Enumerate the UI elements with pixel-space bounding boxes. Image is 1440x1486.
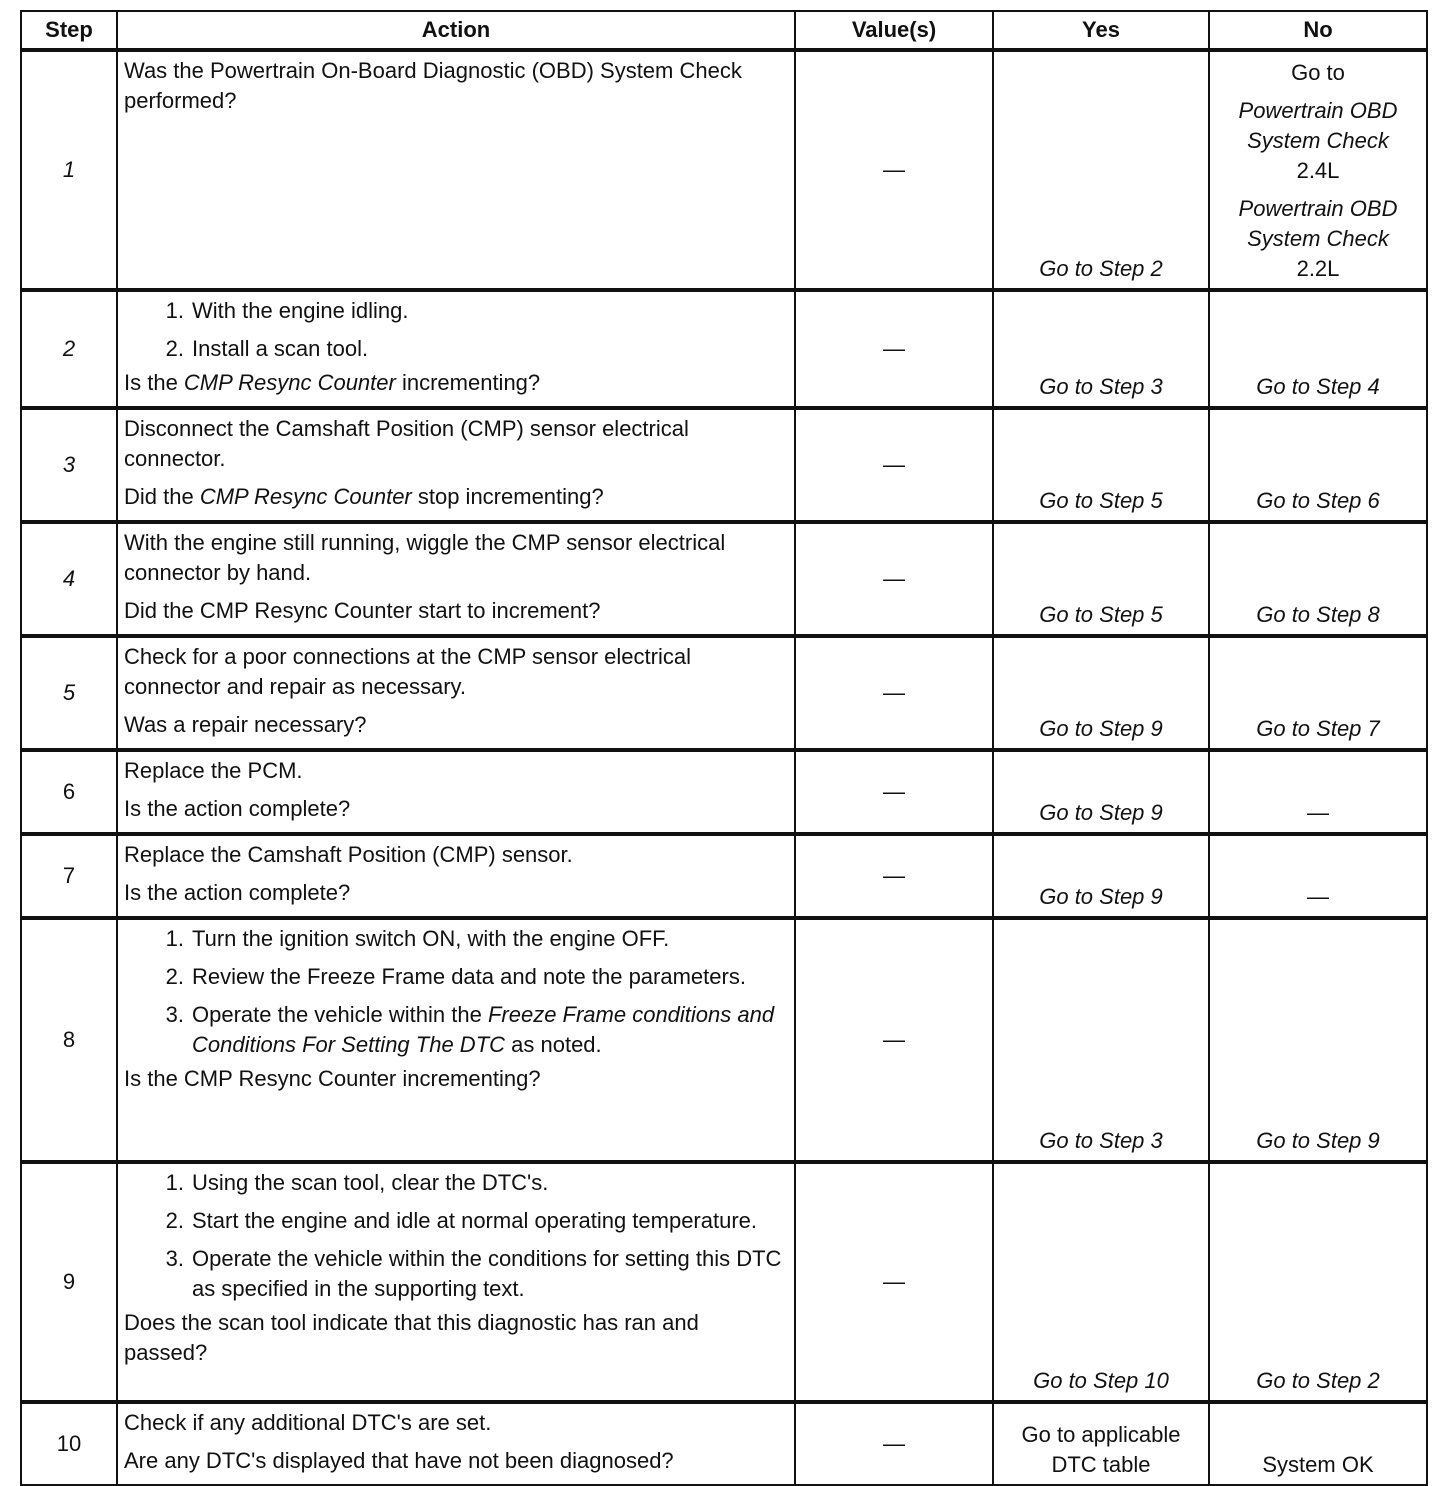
yes-cell: Go to Step 2 [993,50,1209,290]
action-cell [117,290,795,408]
action-question: Is the action complete? [124,796,351,821]
list-item: 1. Using the scan tool, clear the DTC's. [165,1170,549,1195]
action-cell [117,1402,795,1485]
no-cell [1209,50,1427,290]
table-row [21,290,1427,408]
value-cell: — [795,636,993,750]
action-question: Are any DTC's displayed that have not been diagnosed? [124,1448,674,1473]
action-question: Does the scan tool indicate that this diagnostic has ran and passed? [124,1310,699,1365]
action-cell [117,408,795,522]
step-number: 9 [21,1162,117,1402]
table-row [21,1402,1427,1485]
yes-cell: Go to Step 9 [993,750,1209,834]
no-cell: Go to Step 4 [1209,290,1427,408]
no-ref1-line2: System Check [1247,128,1389,153]
no-cell: Go to Step 9 [1209,918,1427,1162]
list-item: 3. Operate the vehicle within the conditions for setting this DTC as specified in the supporting text. [165,1246,782,1301]
action-cell [117,522,795,636]
action-cell [117,636,795,750]
no-cell: Go to Step 8 [1209,522,1427,636]
action-list [124,1168,786,1304]
list-item: 1. Turn the ignition switch ON, with the engine OFF. [165,926,670,951]
action-text: Disconnect the Camshaft Position (CMP) sensor electrical connector. [124,416,689,471]
value-cell: — [795,50,993,290]
value-cell: — [795,290,993,408]
action-question: Did the CMP Resync Counter start to increment? [124,598,601,623]
yes-line1: Go to applicable [1021,1422,1181,1447]
step-number: 4 [21,522,117,636]
table-row [21,408,1427,522]
step-number: 10 [21,1402,117,1485]
table-row [21,50,1427,290]
value-cell: — [795,918,993,1162]
yes-line2: DTC table [1051,1452,1151,1477]
diagnostic-table-sheet [20,10,1426,1486]
action-question: Was a repair necessary? [124,712,367,737]
action-cell [117,50,795,290]
step-number: 1 [21,50,117,290]
no-cell: System OK [1209,1402,1427,1485]
table-row [21,522,1427,636]
action-text: Replace the PCM. [124,758,303,783]
step-number: 7 [21,834,117,918]
value-cell: — [795,522,993,636]
value-cell: — [795,1402,993,1485]
action-text: Check for a poor connections at the CMP sensor electrical connector and repair as necessary. [124,644,691,699]
action-question: Is the CMP Resync Counter incrementing? [124,1066,541,1091]
action-text: Was the Powertrain On-Board Diagnostic (OBD) System Check performed? [124,58,742,113]
action-question: Is the action complete? [124,880,351,905]
action-cell [117,750,795,834]
yes-cell: Go to Step 3 [993,918,1209,1162]
yes-cell: Go to Step 9 [993,636,1209,750]
table-row [21,750,1427,834]
no-ref1-engine: 2.4L [1296,158,1340,183]
value-cell: — [795,408,993,522]
step-number: 8 [21,918,117,1162]
table-row [21,834,1427,918]
header-row [21,11,1427,50]
action-question: Did the CMP Resync Counter stop incrementing? [124,484,604,509]
step-number: 2 [21,290,117,408]
yes-cell: Go to Step 9 [993,834,1209,918]
no-cell: Go to Step 6 [1209,408,1427,522]
header-yes: Yes [993,11,1209,50]
step-number: 3 [21,408,117,522]
list-item: 2. Install a scan tool. [165,336,369,361]
list-item: 1. With the engine idling. [165,298,409,323]
action-text: Replace the Camshaft Position (CMP) sensor. [124,842,573,867]
yes-cell: Go to Step 10 [993,1162,1209,1402]
yes-cell: Go to Step 3 [993,290,1209,408]
no-ref1-line1: Powertrain OBD [1238,98,1398,123]
action-cell [117,1162,795,1402]
header-action: Action [117,11,795,50]
action-list [124,296,786,364]
header-no: No [1209,11,1427,50]
list-item: 2. Start the engine and idle at normal operating temperature. [165,1208,758,1233]
no-cell: — [1209,750,1427,834]
no-ref2-engine: 2.2L [1296,256,1340,281]
table-row [21,1162,1427,1402]
list-item: 2. Review the Freeze Frame data and note the parameters. [165,964,746,989]
step-number: 6 [21,750,117,834]
action-cell [117,918,795,1162]
list-item: 3. Operate the vehicle within the Freeze Frame conditions and Conditions For Setting The DTC as noted. [165,1002,775,1057]
header-values: Value(s) [795,11,993,50]
table-row [21,918,1427,1162]
yes-cell: Go to Step 5 [993,522,1209,636]
no-cell: Go to Step 7 [1209,636,1427,750]
value-cell: — [795,1162,993,1402]
no-cell: Go to Step 2 [1209,1162,1427,1402]
action-cell [117,834,795,918]
action-list [124,924,786,1060]
yes-cell: Go to Step 5 [993,408,1209,522]
no-ref2-line1: Powertrain OBD [1238,196,1398,221]
header-step: Step [21,11,117,50]
no-cell: — [1209,834,1427,918]
action-question: Is the CMP Resync Counter incrementing? [124,370,541,395]
value-cell: — [795,750,993,834]
table-row [21,636,1427,750]
step-number: 5 [21,636,117,750]
no-goto: Go to [1291,60,1345,85]
action-text: Check if any additional DTC's are set. [124,1410,492,1435]
yes-cell [993,1402,1209,1485]
action-text: With the engine still running, wiggle the CMP sensor electrical connector by hand. [124,530,726,585]
value-cell: — [795,834,993,918]
no-ref2-line2: System Check [1247,226,1389,251]
diagnostic-table [20,10,1428,1486]
